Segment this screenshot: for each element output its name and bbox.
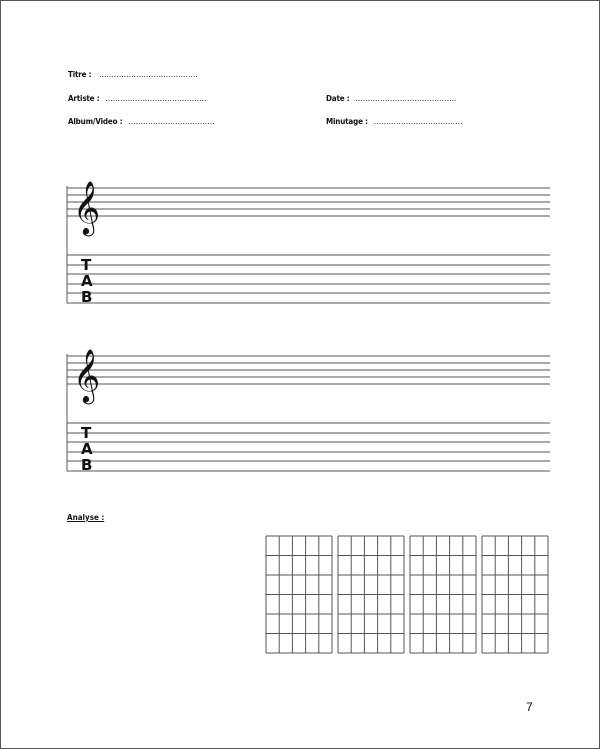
music-staff — [67, 188, 550, 216]
staff-system — [67, 186, 550, 303]
treble-clef-icon: 𝄞 — [73, 348, 101, 402]
duration-label: Minutage : — [326, 117, 368, 126]
artist-label: Artiste : — [68, 94, 100, 103]
tab-letter-b: B — [81, 456, 93, 474]
album-label: Album/Video : — [68, 117, 123, 126]
chord-diagrams — [266, 536, 548, 653]
duration-dotted-line: .................................... — [373, 117, 463, 126]
date-dotted-line: ......................................… — [355, 94, 457, 103]
chord-diagram — [410, 536, 476, 653]
tab-letter-b: B — [81, 288, 93, 306]
chord-diagram — [338, 536, 404, 653]
album-dotted-line: ................................… — [128, 117, 215, 126]
tab-letter-t: T — [81, 256, 92, 274]
artist-dotted-line: ......................................… — [105, 94, 207, 103]
chord-diagram — [266, 536, 332, 653]
analysis-label: Analyse : — [67, 513, 105, 522]
date-label: Date : — [326, 94, 350, 103]
music-staff — [67, 356, 550, 384]
tab-letter-t: T — [81, 424, 92, 442]
tab-letter-a: A — [81, 440, 93, 458]
title-dotted-line: ........................................ — [99, 70, 198, 79]
chord-diagram — [482, 536, 548, 653]
tab-letter-a: A — [81, 272, 93, 290]
staves-and-diagrams — [1, 1, 599, 748]
tab-staff — [67, 423, 550, 471]
staff-system — [67, 354, 550, 471]
title-label: Titre : — [68, 70, 92, 79]
tab-staff — [67, 255, 550, 303]
treble-clef-icon: 𝄞 — [73, 180, 101, 234]
page-number: 7 — [526, 700, 533, 714]
